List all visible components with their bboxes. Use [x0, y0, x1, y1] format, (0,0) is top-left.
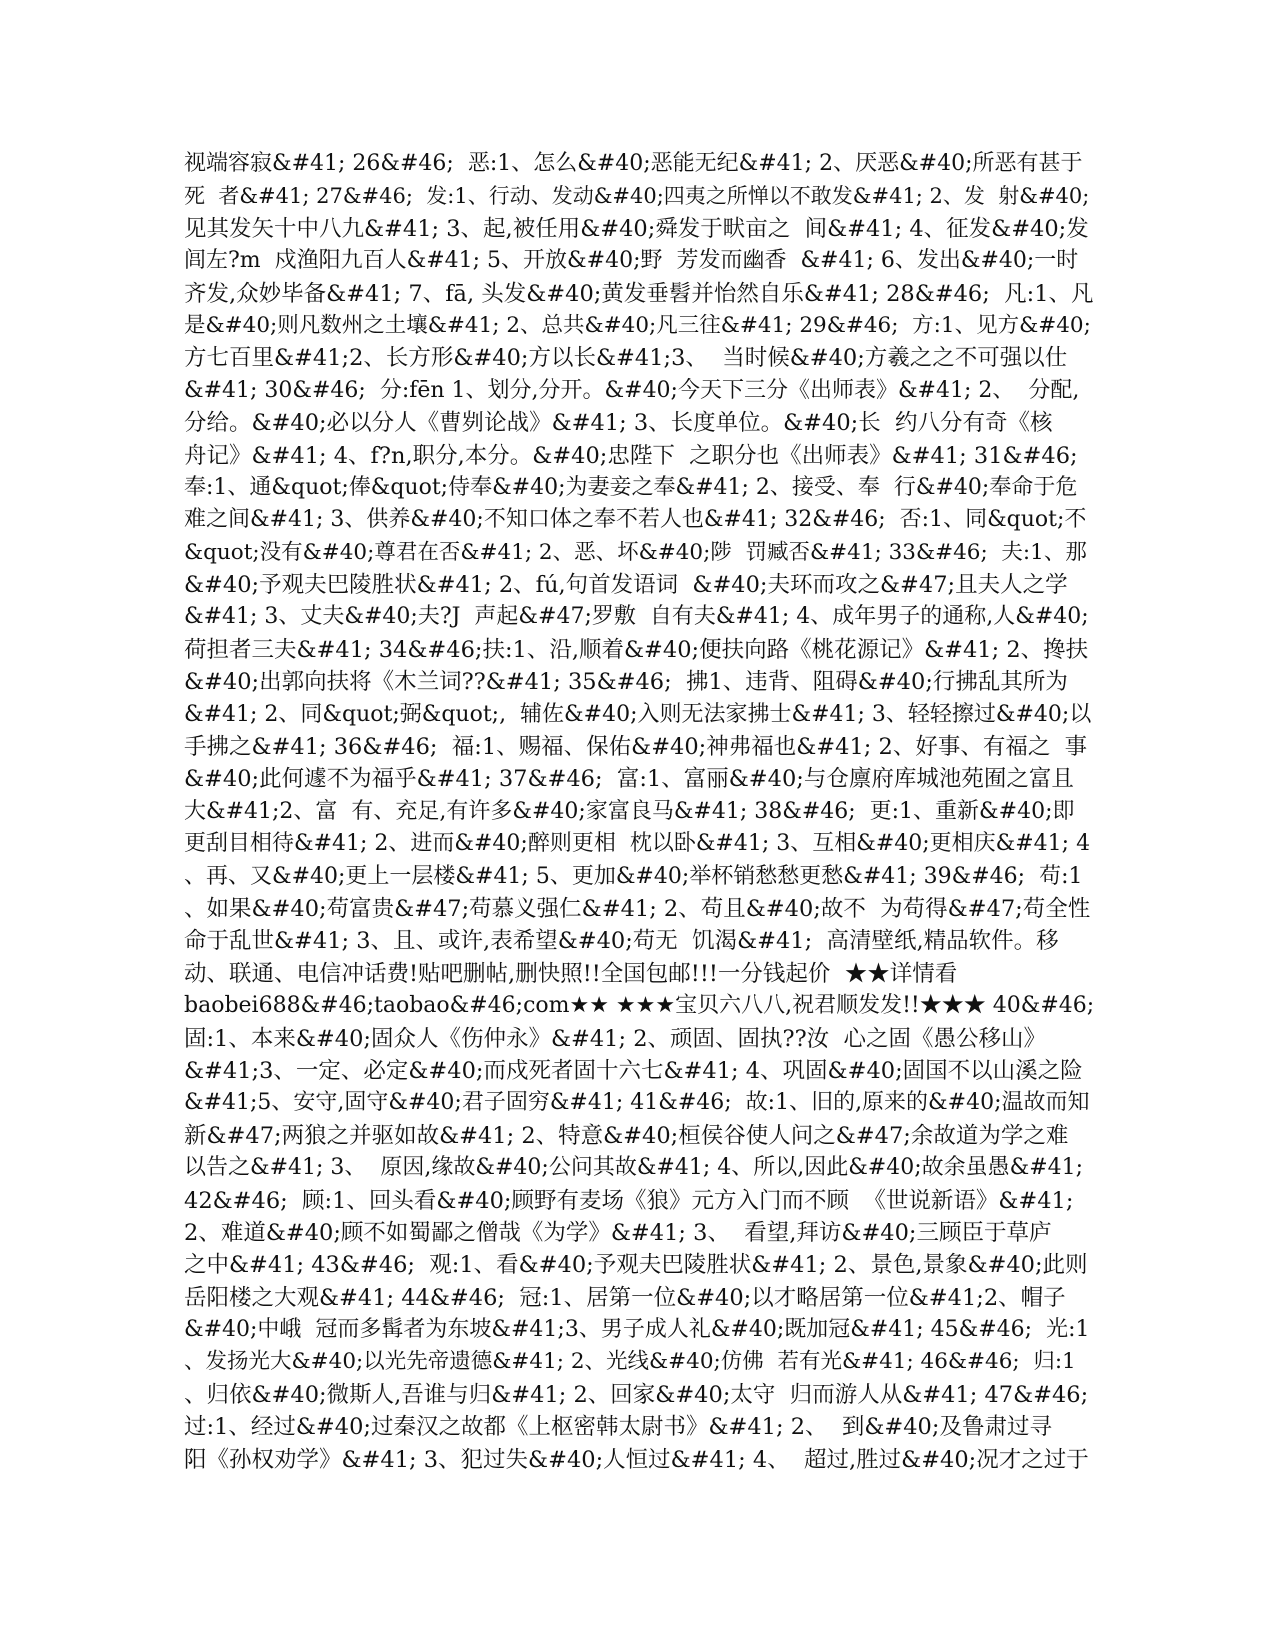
text-line: &#40;此何遽不为福乎&#41; 37&#46; 富:1、富丽&#40;与仓廪府库城池苑囿之富且: [184, 766, 1074, 793]
text-line: 方七百里&#41;2、长方形&#40;方以长&#41;3、 当时候&#40;方羲之之不可强以仕: [184, 345, 1068, 372]
text-line: &#41; 2、同&quot;弼&quot;, 辅佐&#40;入则无法家拂士&#41; 3、轻轻擦过&#40;以: [184, 701, 1092, 727]
text-line: &#40;中峨 冠而多髯者为东坡&#41;3、男子成人礼&#40;既加冠&#41; 45&#46; 光:1: [184, 1317, 1090, 1343]
text-line: baobei688&#46;taobao&#46;com★★ ★★★宝贝六八八,祝君顺发发!!★★★ 40&#46;: [184, 993, 1094, 1019]
text-line: 舟记》&#41; 4、f?n,职分,本分。&#40;忠陛下 之职分也《出师表》&#41; 31&#46;: [184, 442, 1078, 469]
text-line: &#40;出郭向扶将《木兰词??&#41; 35&#46; 拂1、违背、阻碍&#40;行拂乱其所为: [184, 669, 1068, 696]
body-text: [184, 148, 1094, 1476]
text-line: 奉:1、通&quot;俸&quot;侍奉&#40;为妻妾之奉&#41; 2、接受、奉 行&#40;奉命于危: [184, 474, 1078, 500]
text-line: 新&#47;两狼之并驱如故&#41; 2、特意&#40;桓侯谷使人问之&#47;余故道为学之难: [184, 1122, 1069, 1149]
text-line: 动、联通、电信冲话费!贴吧删帖,删快照!!全国包邮!!!一分钱起价 ★★详情看: [184, 960, 958, 987]
text-line: 、归依&#40;微斯人,吾谁与归&#41; 2、回家&#40;太守 归而游人从&#41; 47&#46;: [184, 1381, 1089, 1408]
text-line: 命于乱世&#41; 3、且、或许,表希望&#40;苟无 饥渴&#41; 高清壁纸,精品软件。移: [184, 928, 1059, 955]
text-line: 42&#46; 顾:1、回头看&#40;顾野有麦场《狼》元方入门而不顾 《世说新语》&#41;: [184, 1187, 1074, 1214]
text-line: 闾左?m 戍渔阳九百人&#41; 5、开放&#40;野 芳发而幽香 &#41; 6、发出&#40;一时: [184, 248, 1079, 274]
text-line: 更刮目相待&#41; 2、进而&#40;醉则更相 枕以卧&#41; 3、互相&#40;更相庆&#41; 4: [184, 831, 1091, 857]
text-line: &#41; 30&#46; 分:fēn 1、划分,分开。&#40;今天下三分《出师表》&#41; 2、 分配,: [184, 377, 1080, 403]
text-line: 荷担者三夫&#41; 34&#46;扶:1、沿,顺着&#40;便扶向路《桃花源记》&#41; 2、搀扶: [184, 636, 1089, 663]
text-line: 大&#41;2、富 有、充足,有许多&#40;家富良马&#41; 38&#46; 更:1、重新&#40;即: [184, 798, 1075, 824]
text-line: 齐发,众妙毕备&#41; 7、fā, 头发&#40;黄发垂髫并怡然自乐&#41; 28&#46; 凡:1、凡: [184, 280, 1094, 307]
text-line: &#41;5、安守,固守&#40;君子固穷&#41; 41&#46; 故:1、旧的,原来的&#40;温故而知: [184, 1090, 1090, 1116]
text-line: 死 者&#41; 27&#46; 发:1、行动、发动&#40;四夷之所惮以不敢发&#41; 2、发 射&#40;: [184, 184, 1090, 209]
text-line: 、如果&#40;苟富贵&#47;苟慕义强仁&#41; 2、苟且&#40;故不 为苟得&#47;苟全性: [184, 895, 1091, 922]
text-line: 难之间&#41; 3、供养&#40;不知口体之奉不若人也&#41; 32&#46; 否:1、同&quot;不: [184, 507, 1087, 533]
text-line: 分给。&#40;必以分人《曹刿论战》&#41; 3、长度单位。&#40;长 约八分有奇《核: [184, 410, 1053, 437]
text-line: 阳《孙权劝学》&#41; 3、犯过失&#40;人恒过&#41; 4、 超过,胜过&#40;况才之过于: [184, 1446, 1089, 1473]
text-line: 、再、又&#40;更上一层楼&#41; 5、更加&#40;举杯销愁愁更愁&#41; 39&#46; 苟:1: [184, 863, 1083, 889]
text-line: 手拂之&#41; 36&#46; 福:1、赐福、保佑&#40;神弗福也&#41; 2、好事、有福之 事: [184, 734, 1088, 761]
text-line: 2、难道&#40;顾不如蜀鄙之僧哉《为学》&#41; 3、 看望,拜访&#40;三顾臣于草庐: [184, 1219, 1052, 1246]
text-line: 以告之&#41; 3、 原因,缘故&#40;公问其故&#41; 4、所以,因此&#40;故余虽愚&#41;: [184, 1155, 1084, 1181]
text-line: 、发扬光大&#40;以光先帝遗德&#41; 2、光线&#40;仿佛 若有光&#41; 46&#46; 归:1: [184, 1349, 1076, 1375]
text-line: &#41; 3、丈夫&#40;夫?J 声起&#47;罗敷 自有夫&#41; 4、成年男子的通称,人&#40;: [184, 604, 1089, 630]
text-line: &quot;没有&#40;尊君在否&#41; 2、恶、坏&#40;陟 罚臧否&#41; 33&#46; 夫:1、那: [184, 539, 1087, 565]
text-line: 之中&#41; 43&#46; 观:1、看&#40;予观夫巴陵胜状&#41; 2、景色,景象&#40;此则: [184, 1252, 1088, 1279]
text-line: &#40;予观夫巴陵胜状&#41; 2、fú,句首发语词 &#40;夫环而攻之&#47;且夫人之学: [184, 572, 1068, 599]
text-line: 见其发矢十中八九&#41; 3、起,被任用&#40;舜发于畎亩之 间&#41; 4、征发&#40;发: [184, 215, 1089, 242]
text-line: 是&#40;则凡数州之土壤&#41; 2、总共&#40;凡三往&#41; 29&#46; 方:1、见方&#40;: [184, 312, 1091, 338]
text-line: &#41;3、一定、必定&#40;而戍死者固十六七&#41; 4、巩固&#40;固国不以山溪之险: [184, 1057, 1083, 1084]
text-line: 固:1、本来&#40;固众人《伤仲永》&#41; 2、顽固、固执??汝 心之固《愚公移山》: [184, 1025, 1046, 1052]
text-line: 岳阳楼之大观&#41; 44&#46; 冠:1、居第一位&#40;以才略居第一位&#41;2、帽子: [184, 1284, 1066, 1311]
text-line: 过:1、经过&#40;过秦汉之故都《上枢密韩太尉书》&#41; 2、 到&#40;及鲁肃过寻: [184, 1414, 1052, 1441]
text-line: 视端容寂&#41; 26&#46; 恶:1、怎么&#40;恶能无纪&#41; 2、厌恶&#40;所恶有甚于: [184, 151, 1083, 176]
